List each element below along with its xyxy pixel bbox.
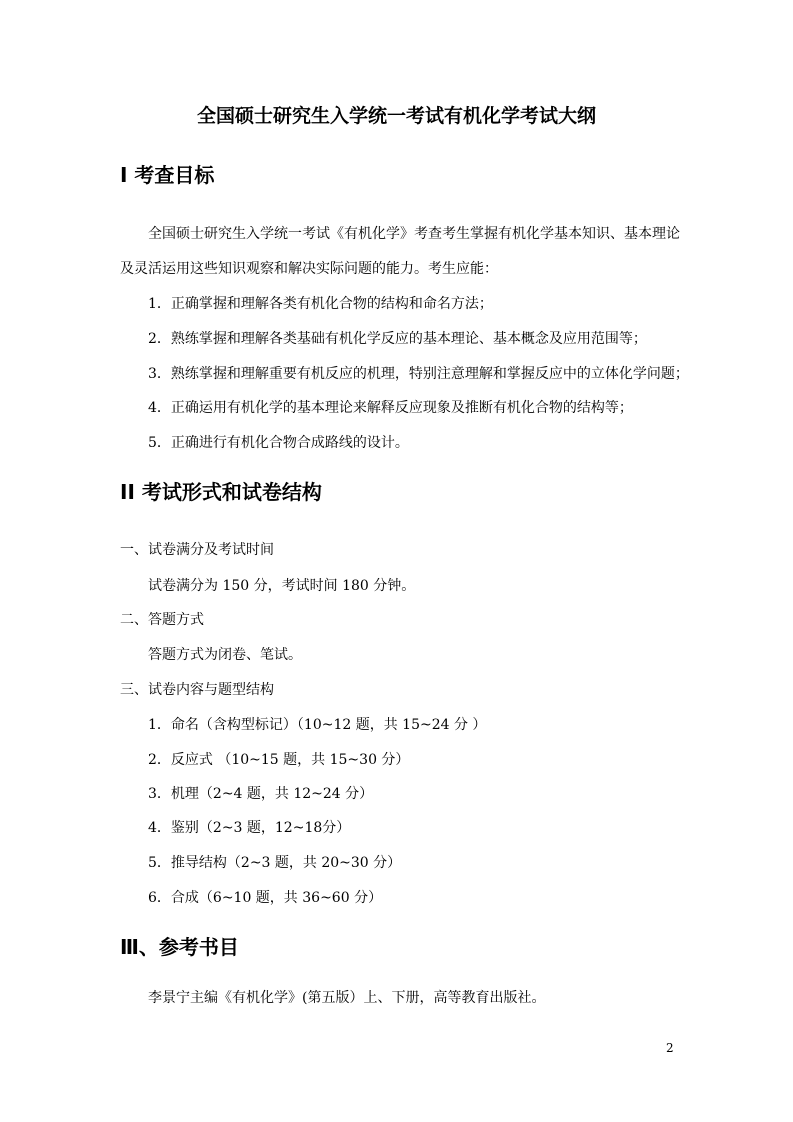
subsection-2-title: 二、答题方式 [120,612,204,628]
subsection-2-text: 答题方式为闭卷、笔试。 [148,647,302,663]
list-item: 5．正确进行有机化合物合成路线的设计。 [148,435,409,451]
section-3-heading: Ⅲ、参考书目 [120,935,239,959]
list-item: 4．正确运用有机化学的基本理论来解释反应现象及推断有机化合物的结构等； [148,400,633,416]
list-item: 3．熟练掌握和理解重要有机反应的机理，特别注意理解和掌握反应中的立体化学问题； [148,366,689,382]
subsection-1-text: 试卷满分为 150 分，考试时间 180 分钟。 [148,578,416,594]
list-item: 1．命名（含构型标记）（10~12 题，共 15~24 分 ） [148,717,487,733]
page-number: 2 [666,1041,674,1055]
subsection-3-title: 三、试卷内容与题型结构 [120,682,274,698]
section-1-heading: I 考查目标 [120,163,215,187]
list-item: 6．合成（6~10 题，共 36~60 分） [148,890,383,906]
list-item: 2．反应式 （10~15 题，共 15~30 分） [148,752,410,768]
subsection-1-title: 一、试卷满分及考试时间 [120,542,274,558]
reference-text: 李景宁主编《有机化学》(第五版）上、下册，高等教育出版社。 [148,990,546,1006]
list-item: 4．鉴别（2~3 题，12~18分） [148,820,351,836]
list-item: 3．机理（2~4 题，共 12~24 分） [148,786,374,802]
section-2-heading: II 考试形式和试卷结构 [120,480,322,504]
document-title: 全国硕士研究生入学统一考试有机化学考试大纲 [196,105,596,127]
list-item: 2．熟练掌握和理解各类基础有机化学反应的基本理论、基本概念及应用范围等； [148,331,647,347]
section-1-intro-line-2: 及灵活运用这些知识观察和解决实际问题的能力。考生应能： [120,261,498,277]
section-1-intro-line-1: 全国硕士研究生入学统一考试《有机化学》考查考生掌握有机化学基本知识、基本理论 [148,226,680,242]
list-item: 1．正确掌握和理解各类有机化合物的结构和命名方法； [148,296,493,312]
list-item: 5．推导结构（2~3 题，共 20~30 分） [148,855,402,871]
